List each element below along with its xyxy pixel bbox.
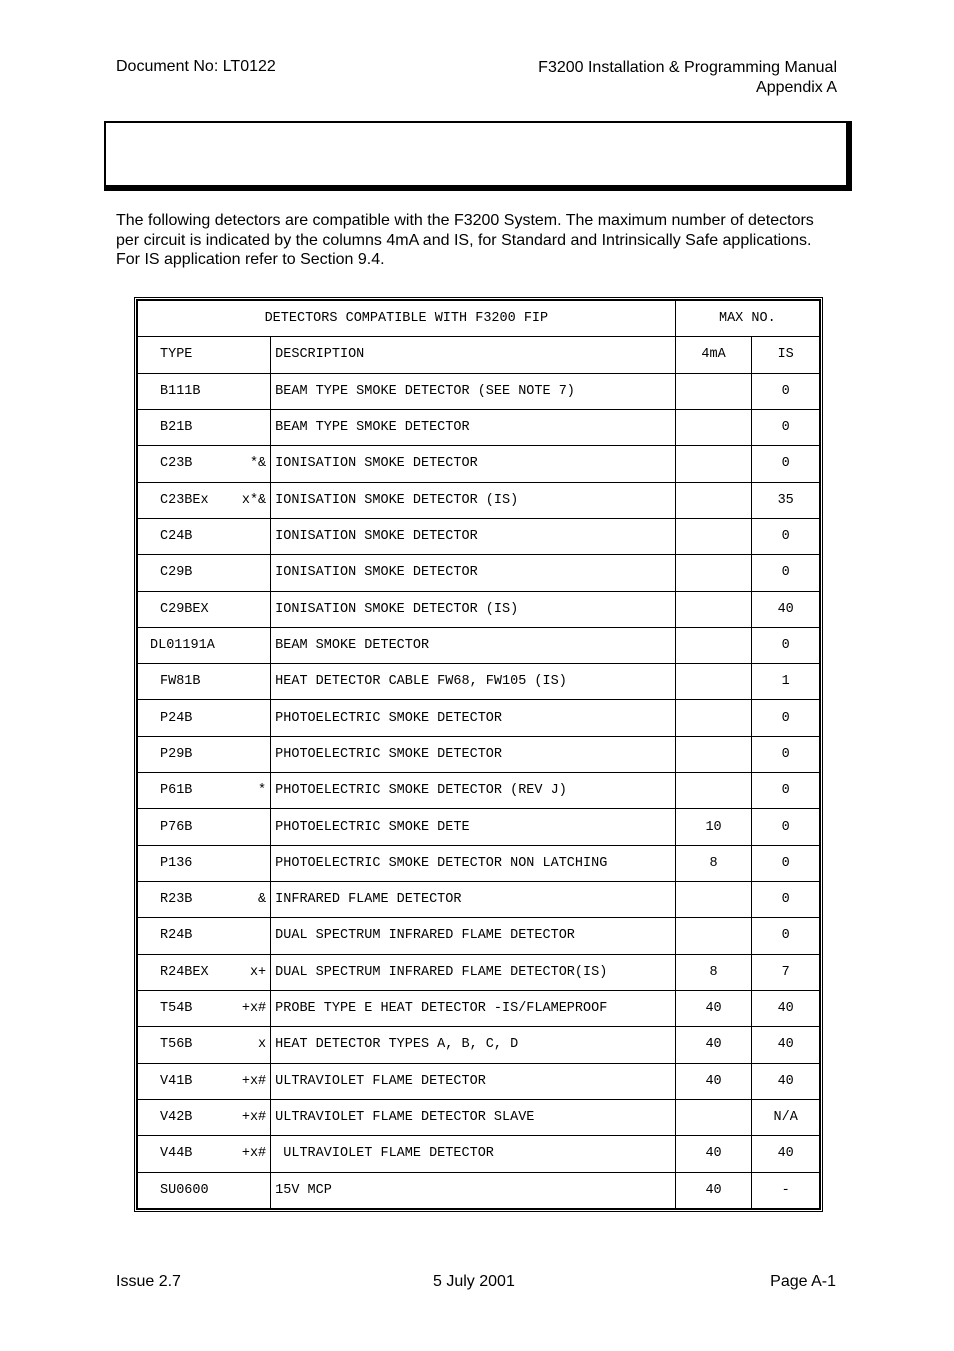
detector-type-cell [138, 664, 271, 700]
max-4ma-value [675, 882, 752, 918]
detector-description: 15V MCP [271, 1172, 676, 1209]
max-4ma-value [675, 518, 752, 554]
max-is-value: 0 [752, 555, 820, 591]
table-row [138, 627, 820, 663]
detector-code: P61B [160, 783, 193, 799]
max-is-value: 0 [752, 845, 820, 881]
detector-type-cell [138, 591, 271, 627]
table-row [138, 882, 820, 918]
max-is-value: 40 [752, 1063, 820, 1099]
max-4ma-value: 40 [675, 1063, 752, 1099]
table-row [138, 1136, 820, 1172]
detector-description: PHOTOELECTRIC SMOKE DETE [271, 809, 676, 845]
col-4ma-header: 4mA [675, 337, 752, 373]
detector-description: IONISATION SMOKE DETECTOR (IS) [271, 482, 676, 518]
table-row [138, 409, 820, 445]
table-row [138, 990, 820, 1026]
detector-description: IONISATION SMOKE DETECTOR [271, 518, 676, 554]
document-number: Document No: LT0122 [116, 58, 276, 75]
max-is-value: - [752, 1172, 820, 1209]
max-4ma-value [675, 773, 752, 809]
detector-code: P136 [160, 855, 193, 871]
table-row [138, 809, 820, 845]
detector-type-cell [138, 845, 271, 881]
detector-code: FW81B [160, 674, 201, 690]
max-is-value: 40 [752, 591, 820, 627]
table-row [138, 700, 820, 736]
table-row [138, 954, 820, 990]
max-4ma-value: 8 [675, 954, 752, 990]
max-is-value: 0 [752, 773, 820, 809]
detector-description: PHOTOELECTRIC SMOKE DETECTOR NON LATCHING [271, 845, 676, 881]
max-4ma-value: 10 [675, 809, 752, 845]
detector-note-mark: +x# [241, 1001, 267, 1017]
detector-code: P24B [160, 710, 193, 726]
detector-description: PHOTOELECTRIC SMOKE DETECTOR [271, 700, 676, 736]
table-row [138, 446, 820, 482]
max-4ma-value [675, 918, 752, 954]
detector-code: B111B [160, 383, 201, 399]
table-title-row [138, 301, 820, 337]
max-is-value: 35 [752, 482, 820, 518]
table-row [138, 1172, 820, 1209]
table-row [138, 918, 820, 954]
detector-type-cell [138, 482, 271, 518]
detector-type-cell [138, 990, 271, 1026]
max-4ma-value: 40 [675, 1027, 752, 1063]
max-4ma-value [675, 664, 752, 700]
table-title: DETECTORS COMPATIBLE WITH F3200 FIP [138, 301, 676, 337]
detector-type-cell [138, 1136, 271, 1172]
max-4ma-value [675, 482, 752, 518]
detector-description: IONISATION SMOKE DETECTOR [271, 555, 676, 591]
detector-description: IONISATION SMOKE DETECTOR (IS) [271, 591, 676, 627]
detector-note-mark: +x# [241, 1146, 267, 1162]
detector-type-cell [138, 918, 271, 954]
detector-description: DUAL SPECTRUM INFRARED FLAME DETECTOR(IS) [271, 954, 676, 990]
detector-table-frame [134, 297, 823, 1212]
footer-date: 5 July 2001 [433, 1273, 515, 1290]
detector-description: ULTRAVIOLET FLAME DETECTOR SLAVE [271, 1099, 676, 1135]
detector-description: PHOTOELECTRIC SMOKE DETECTOR (REV J) [271, 773, 676, 809]
detector-type-cell [138, 1172, 271, 1209]
detector-description: HEAT DETECTOR CABLE FW68, FW105 (IS) [271, 664, 676, 700]
detector-description: PHOTOELECTRIC SMOKE DETECTOR [271, 736, 676, 772]
intro-paragraph: The following detectors are compatible with the F3200 System. The maximum number of detectors per circuit is indicated by the columns 4mA and IS, for Standard and Intrinsically Safe applications. For IS application refer to Section 9.4. [116, 212, 814, 268]
detector-note-mark: x*& [241, 492, 267, 508]
table-row [138, 518, 820, 554]
max-is-value: 0 [752, 409, 820, 445]
max-is-value: 0 [752, 918, 820, 954]
table-row [138, 555, 820, 591]
detector-note-mark: *& [249, 456, 267, 472]
max-no-header: MAX NO. [675, 301, 819, 337]
detector-code: P76B [160, 819, 193, 835]
max-is-value: 40 [752, 1136, 820, 1172]
max-is-value: 0 [752, 627, 820, 663]
detector-type-cell [138, 700, 271, 736]
detector-note-mark: & [258, 892, 267, 908]
table-row [138, 482, 820, 518]
detector-description: BEAM TYPE SMOKE DETECTOR [271, 409, 676, 445]
max-4ma-value [675, 1099, 752, 1135]
max-4ma-value [675, 373, 752, 409]
max-4ma-value [675, 555, 752, 591]
detector-description: INFRARED FLAME DETECTOR [271, 882, 676, 918]
table-row [138, 1063, 820, 1099]
detector-type-cell [138, 373, 271, 409]
max-is-value: 0 [752, 809, 820, 845]
detector-code: C29BEX [160, 601, 209, 617]
max-4ma-value [675, 627, 752, 663]
detector-code: B21B [160, 420, 193, 436]
max-4ma-value: 40 [675, 990, 752, 1026]
detector-type-cell [138, 446, 271, 482]
detector-note-mark: * [258, 783, 267, 799]
max-4ma-value [675, 409, 752, 445]
max-is-value: 0 [752, 700, 820, 736]
max-is-value: 0 [752, 373, 820, 409]
max-4ma-value: 40 [675, 1172, 752, 1209]
detector-note-mark: +x# [241, 1110, 267, 1126]
footer-page: Page A-1 [770, 1273, 836, 1290]
detector-description: ULTRAVIOLET FLAME DETECTOR [271, 1136, 676, 1172]
max-4ma-value [675, 736, 752, 772]
detector-type-cell [138, 1063, 271, 1099]
max-is-value: 0 [752, 446, 820, 482]
column-header-row [138, 337, 820, 373]
max-is-value: 1 [752, 664, 820, 700]
detector-code: V44B [160, 1146, 193, 1162]
manual-title: F3200 Installation & Programming Manual [538, 59, 837, 76]
detector-table [137, 300, 820, 1209]
detector-description: HEAT DETECTOR TYPES A, B, C, D [271, 1027, 676, 1063]
table-row [138, 373, 820, 409]
detector-type-cell [138, 773, 271, 809]
detector-type-cell [138, 882, 271, 918]
max-4ma-value [675, 700, 752, 736]
max-is-value: 7 [752, 954, 820, 990]
detector-code: R24BEX [160, 964, 209, 980]
table-row [138, 1027, 820, 1063]
detector-description: PROBE TYPE E HEAT DETECTOR -IS/FLAMEPROOF [271, 990, 676, 1026]
table-row [138, 1099, 820, 1135]
title-box [104, 121, 852, 191]
detector-type-cell [138, 1099, 271, 1135]
table-row [138, 773, 820, 809]
detector-code: C29B [160, 565, 193, 581]
detector-type-cell [138, 1027, 271, 1063]
detector-description: BEAM SMOKE DETECTOR [271, 627, 676, 663]
max-4ma-value [675, 591, 752, 627]
header-right [538, 58, 837, 98]
footer-issue: Issue 2.7 [116, 1273, 181, 1290]
appendix-label: Appendix A [756, 79, 837, 96]
detector-type-cell [138, 736, 271, 772]
detector-code: SU0600 [160, 1182, 209, 1198]
detector-code: R24B [160, 928, 193, 944]
table-row [138, 591, 820, 627]
detector-code: DL01191A [150, 637, 215, 653]
detector-code: V42B [160, 1110, 193, 1126]
max-is-value: 40 [752, 990, 820, 1026]
detector-description: DUAL SPECTRUM INFRARED FLAME DETECTOR [271, 918, 676, 954]
detector-description: BEAM TYPE SMOKE DETECTOR (SEE NOTE 7) [271, 373, 676, 409]
detector-note-mark: x+ [249, 964, 267, 980]
max-is-value: N/A [752, 1099, 820, 1135]
max-is-value: 40 [752, 1027, 820, 1063]
detector-code: C23BEx [160, 492, 209, 508]
max-4ma-value [675, 446, 752, 482]
max-4ma-value: 40 [675, 1136, 752, 1172]
detector-type-cell [138, 555, 271, 591]
detector-description: ULTRAVIOLET FLAME DETECTOR [271, 1063, 676, 1099]
detector-type-cell [138, 954, 271, 990]
detector-code: C23B [160, 456, 193, 472]
col-type-header: TYPE [160, 347, 193, 363]
detector-code: T54B [160, 1001, 193, 1017]
detector-code: T56B [160, 1037, 193, 1053]
max-4ma-value: 8 [675, 845, 752, 881]
table-row [138, 845, 820, 881]
detector-type-cell [138, 409, 271, 445]
detector-note-mark: x [258, 1037, 267, 1053]
detector-note-mark: +x# [241, 1073, 267, 1089]
col-desc-header: DESCRIPTION [271, 337, 676, 373]
max-is-value: 0 [752, 518, 820, 554]
detector-type-cell [138, 627, 271, 663]
detector-code: P29B [160, 746, 193, 762]
detector-type-cell [138, 809, 271, 845]
detector-code: R23B [160, 892, 193, 908]
max-is-value: 0 [752, 882, 820, 918]
max-is-value: 0 [752, 736, 820, 772]
col-is-header: IS [752, 337, 820, 373]
detector-code: V41B [160, 1073, 193, 1089]
detector-code: C24B [160, 529, 193, 545]
table-row [138, 664, 820, 700]
detector-description: IONISATION SMOKE DETECTOR [271, 446, 676, 482]
detector-type-cell [138, 518, 271, 554]
table-row [138, 736, 820, 772]
